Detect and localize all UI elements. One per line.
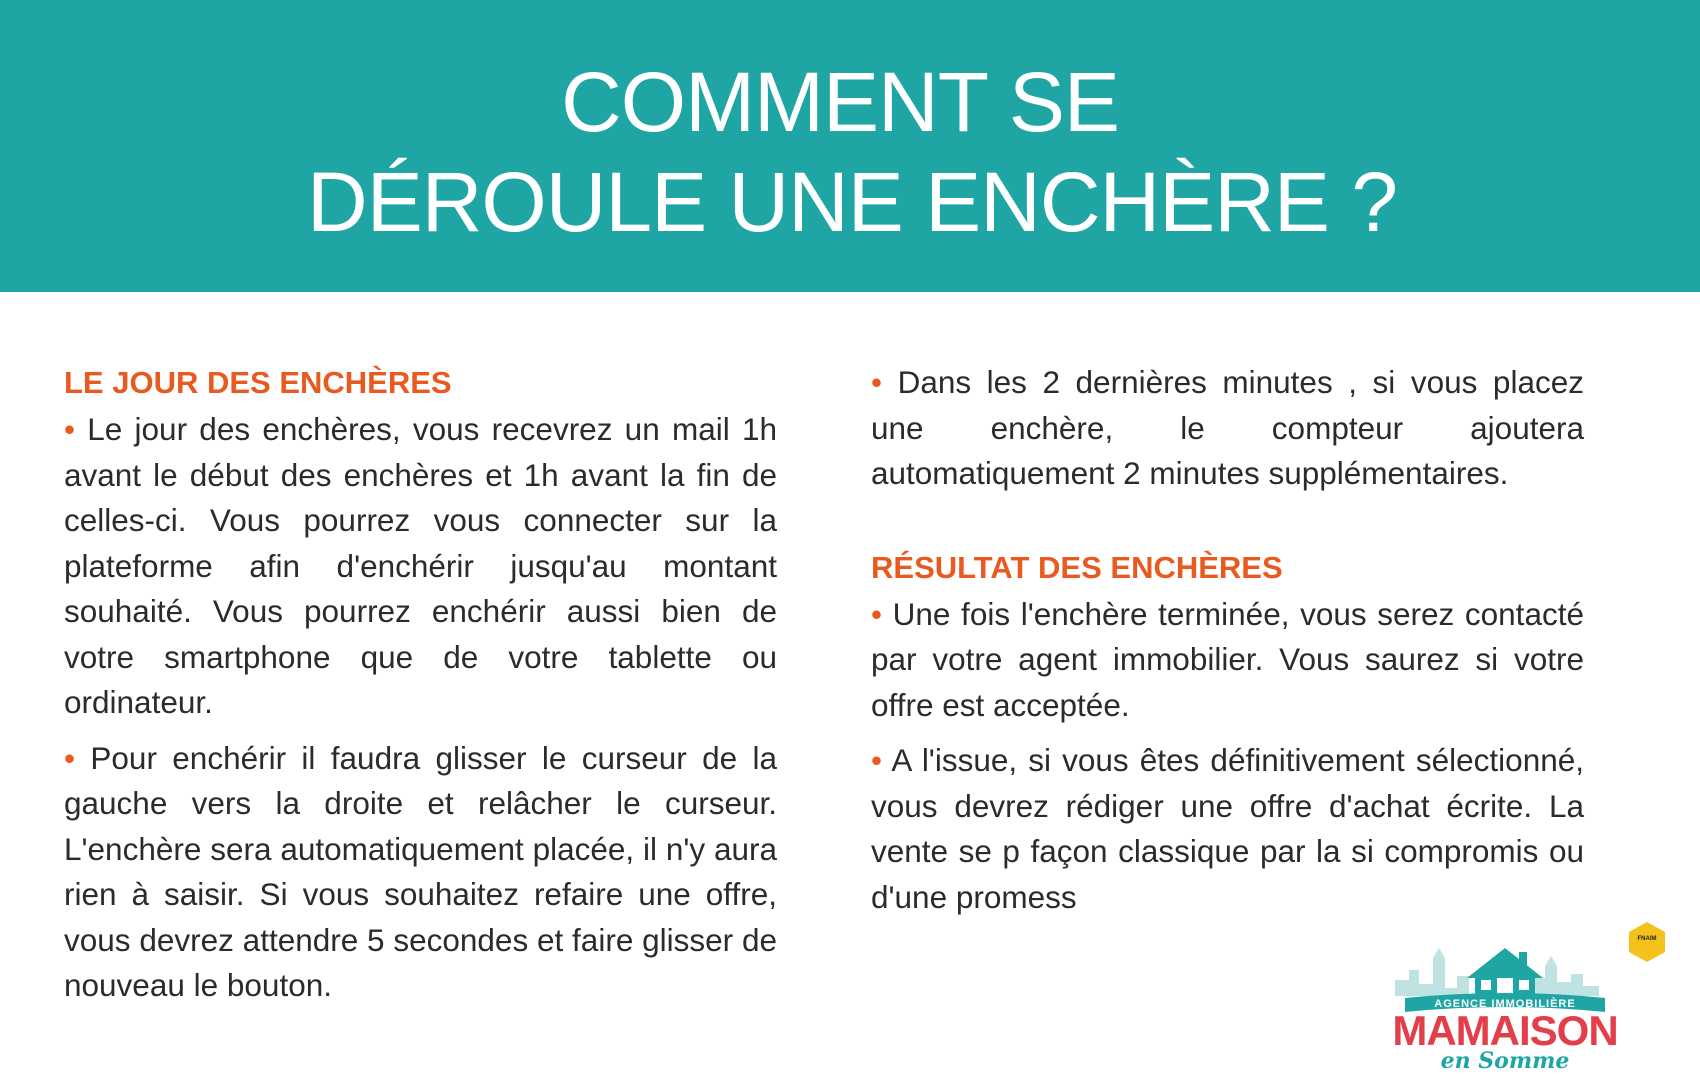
fnaim-label: FNAIM [1637,936,1657,942]
bullet-icon: • [871,742,883,778]
paragraph-text: Dans les 2 dernières minutes , si vous placez une enchère, le compteur ajoutera automatiquement 2 minutes supplémentaires. [871,364,1584,491]
paragraph-text: Pour enchérir il faudra glisser le curseur de la gauche vers la droite et relâcher le curseur. L'enchère sera automatiquement placée, il n'y aura rien à saisir. Si vous souhaitez refaire une offre, vous devrez attendre 5 secondes et faire glisser de nouveau le bouton. [64,739,777,1003]
paragraph [64,736,777,1009]
paragraph [871,360,1584,497]
paragraph [871,738,1584,920]
bullet-icon: • [871,364,883,400]
section-heading-jour: LE JOUR DES ENCHÈRES [64,365,452,400]
bullet-icon: • [64,411,76,447]
left-column [64,360,777,1019]
section-heading-resultat: RÉSULTAT DES ENCHÈRES [871,549,1283,585]
paragraph-text: A l'issue, si vous êtes définitivement sélectionné, vous devrez rédiger une offre d'achat écrite. La vente se p façon classique par la si compromis ou d'une promess [871,742,1585,915]
paragraph-text: Le jour des enchères, vous recevrez un mail 1h avant le début des enchères et 1h avant la fin de celles-ci. Vous pourrez vous connecter sur la plateforme afin d'enchérir jusqu'au montant souhaité. Vous pourrez enchérir aussi bien de votre smartphone que de votre tablette ou ordinateur. [64,411,777,720]
fnaim-icon [1625,920,1669,964]
paragraph [64,407,777,726]
fnaim-badge [1625,920,1669,964]
title-banner [0,0,1700,292]
bullet-icon: • [871,595,883,632]
page-title-line-1: COMMENT SE [561,55,1119,149]
agency-logo [1385,918,1625,1074]
logo-brand-name: MAMAISON [1392,1007,1618,1054]
page-title-line-2: DÉROULE UNE ENCHÈRE ? [307,155,1397,249]
bullet-icon: • [64,739,76,776]
logo-band-text: AGENCE IMMOBILIÈRE [1434,998,1576,1010]
logo-subtitle: en Somme [1440,1048,1570,1074]
paragraph-text: Une fois l'enchère terminée, vous serez contacté par votre agent immobilier. Vous saurez si votre offre est acceptée. [871,595,1584,723]
right-column [871,360,1584,930]
paragraph [871,592,1584,729]
